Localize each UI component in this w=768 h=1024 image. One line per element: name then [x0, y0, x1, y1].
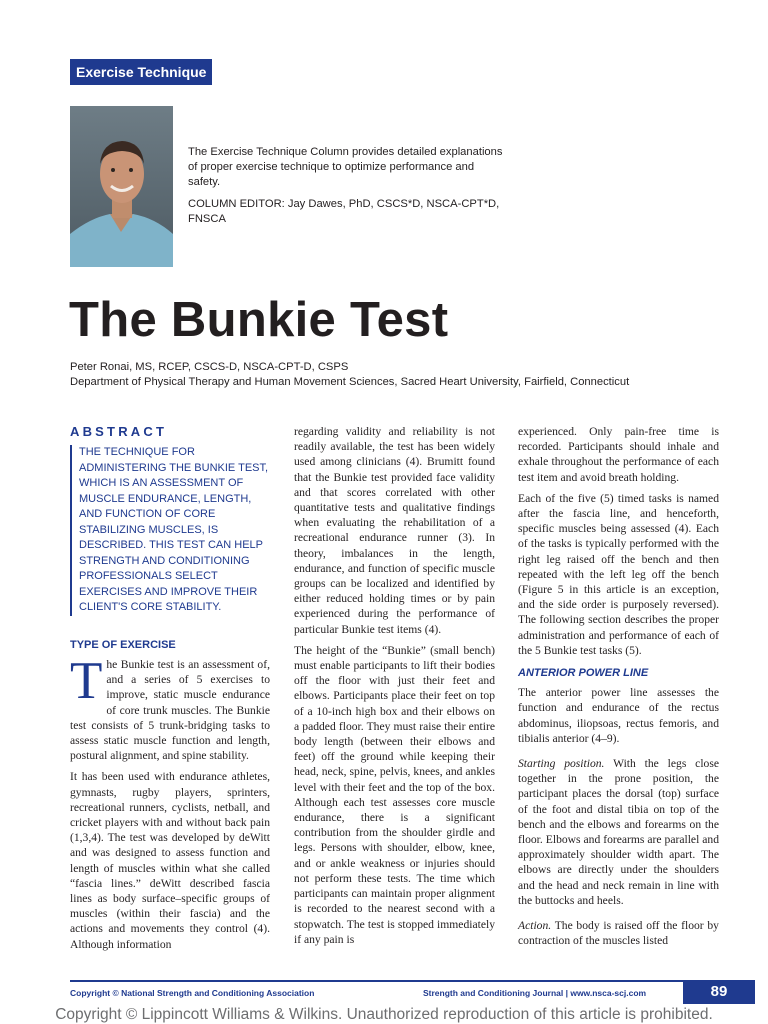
abstract-heading: ABSTRACT	[70, 424, 168, 439]
paragraph-text: he Bunkie test is an assessment of, and a series of 5 exercises to improve, static muscle endurance of core trunk muscles. The Bunkie test consists of 5 trunk-bridging tasks to assess static muscle function and length, postural alignment, and spine stability.	[70, 657, 270, 763]
paragraph-text: The body is raised off the floor by contraction of the muscles listed	[518, 919, 719, 948]
editor-portrait-image	[70, 106, 173, 267]
footer-copyright: Copyright © National Strength and Conditioning Association	[70, 988, 315, 998]
body-paragraph: The height of the “Bunkie” (small bench) must enable participants to lift their bodies off the floor with just their feet and elbows. Participants place their feet on top of a 10-inch high box and their elbows on a padded floor. They must raise their entire body length (between their elbows and feet) off the ground while keeping their head, neck, spine, pelvis, knees, and ankles level with their feet and the top of the box. Although each test assesses core muscle endurance, there is a significant contribution from the shoulder girdle and legs. Persons with shoulder, elbow, knee, and or ankle weakness or injuries should not perform these tests. The time which participants can maintain proper alignment is recorded to the nearest second with a stopwatch. The test is stopped immediately if any pain is	[294, 643, 495, 946]
text-column-3	[518, 424, 719, 955]
copyright-notice: Copyright © Lippincott Williams & Wilkins. Unauthorized reproduction of this article is prohibited.	[55, 1006, 713, 1023]
author-names: Peter Ronai, MS, RCEP, CSCS-D, NSCA-CPT-D, CSPS	[70, 361, 349, 373]
drop-cap: T	[70, 651, 103, 710]
body-paragraph: It has been used with endurance athletes, gymnasts, rugby players, sprinters, recreational runners, cyclists, netball, and cricket players with and without back pain (1,3,4). The test was developed by deWitt and was designed to assess function and length of muscles within what she called “fascia lines.” deWitt described fascia lines as body surface–specific groups of muscles (within their fascia) and the actions and movements they control (4). Although information	[70, 770, 270, 951]
type-of-exercise-heading: TYPE OF EXERCISE	[70, 638, 176, 651]
body-paragraph: The anterior power line assesses the function and endurance of the rectus abdominus, iliopsoas, rectus femoris, and tibialis anterior (4–9).	[518, 686, 719, 745]
footer-rule	[70, 980, 755, 982]
action-label: Action.	[518, 919, 552, 933]
body-paragraph	[518, 756, 719, 908]
column-description	[188, 145, 508, 234]
text-column-1	[70, 424, 270, 958]
body-paragraph: regarding validity and reliability is not readily available, the test has been widely used among clinicians (4). Brumitt found that the Bunkie test provided face validity and that scores correlated with other quantitative tests and qualitative findings when evaluating the rehabilitation of a recreational endurance runner (3). In theory, imbalances in the length, endurance, and function of specific muscle groups can be localized and identified by either reduced holding times or by pain experienced during the performance of particular Bunkie test items (4).	[294, 425, 495, 636]
section-tag: Exercise Technique	[70, 59, 212, 85]
page-number: 89	[683, 980, 755, 1004]
body-paragraph: Each of the five (5) timed tasks is named after the fascia line, and henceforth, specific muscles being assessed (4). Each of the tasks is typically performed with the right leg raised off the bench and then repeated with the left leg off the bench (Figure 5 in this article is an exception, and the side order is purposely reversed). The following section describes the proper administration and performance of each of the 5 Bunkie test tasks (5).	[518, 491, 719, 657]
column-editor-photo	[70, 106, 173, 267]
body-paragraph	[70, 651, 270, 763]
footer-journal-info: Strength and Conditioning Journal | www.nsca-scj.com	[423, 988, 647, 998]
body-paragraph	[518, 918, 719, 948]
article-title: The Bunkie Test	[69, 293, 449, 347]
author-affiliation: Department of Physical Therapy and Human Movement Sciences, Sacred Heart University, Fairfield, Connecticut	[70, 376, 630, 388]
column-intro-text: The Exercise Technique Column provides detailed explanations of proper exercise technique to optimize performance and safety.	[188, 146, 503, 188]
abstract-text: THE TECHNIQUE FOR ADMINISTERING THE BUNKIE TEST, WHICH IS AN ASSESSMENT OF MUSCLE ENDURANCE, LENGTH, AND FUNCTION OF CORE STABILIZING MUSCLES, IS DESCRIBED. THIS TEST CAN HELP STRENGTH AND CONDITIONING PROFESSIONALS SELECT EXERCISES AND IMPROVE THEIR CLIENT'S CORE STABILITY.	[70, 445, 270, 616]
author-block	[70, 360, 629, 390]
body-paragraph: experienced. Only pain-free time is recorded. Participants should inhale and exhale throughout the performance of each test item and avoid breath holding.	[518, 425, 719, 484]
column-editor-credit: COLUMN EDITOR: Jay Dawes, PhD, CSCS*D, NSCA-CPT*D, FNSCA	[188, 198, 500, 225]
anterior-power-line-heading: ANTERIOR POWER LINE	[518, 667, 649, 680]
starting-position-label: Starting position.	[518, 757, 605, 771]
text-column-2	[294, 424, 495, 953]
paragraph-text: With the legs close together in the prone position, the participant places the dorsal (top) surface of the foot and distal tibia on top of the bench and the elbows and forearms on the floor. Elbows and forearms are parallel and approximately shoulder width apart. The elbows are directly under the shoulders and the head and neck remain in line with the buttocks and heels.	[518, 757, 719, 907]
